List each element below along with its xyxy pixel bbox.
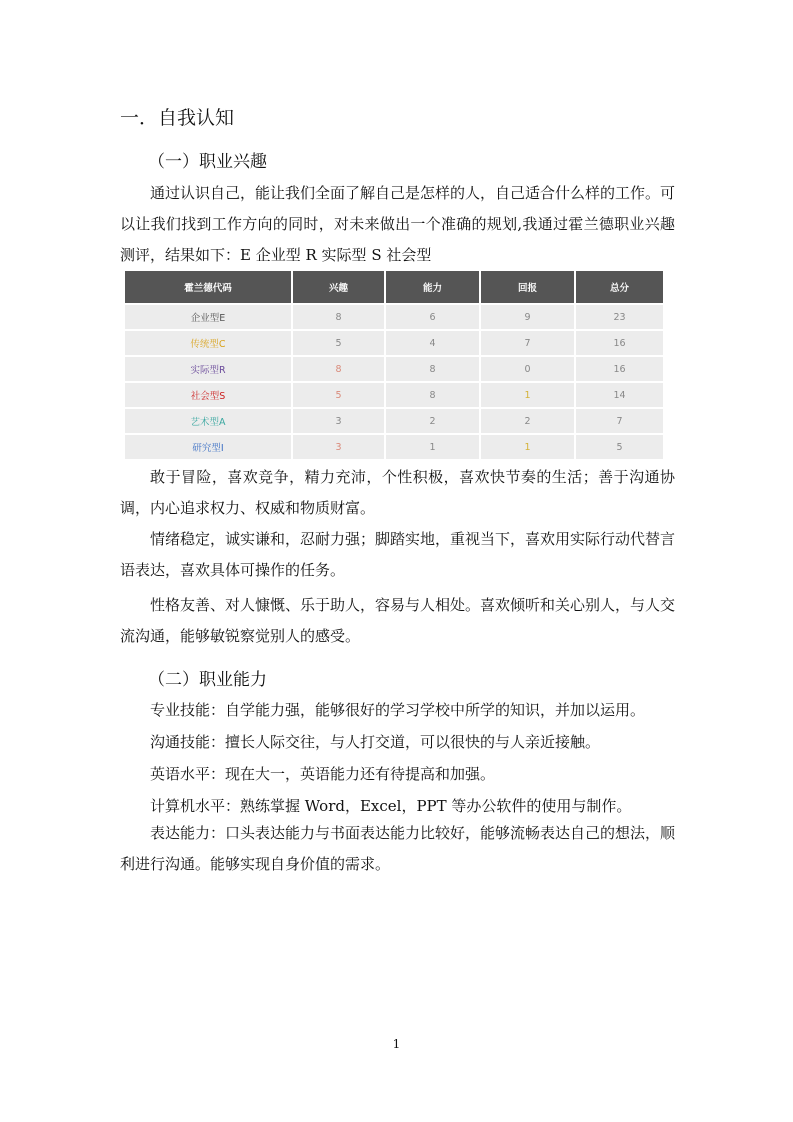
skill-communication: 沟通技能：擅长人际交往，与人打交道，可以很快的与人亲近接触。 <box>150 733 601 751</box>
score-cell: 5 <box>292 330 385 356</box>
score-cell: 8 <box>385 356 480 382</box>
page-number: 1 <box>392 1037 401 1051</box>
score-cell: 14 <box>575 382 663 408</box>
score-cell: 16 <box>575 330 663 356</box>
table-header-cell: 兴趣 <box>292 271 385 304</box>
holland-code-table <box>125 271 663 459</box>
score-cell: 2 <box>385 408 480 434</box>
skill-computer: 计算机水平：熟练掌握 Word，Excel，PPT 等办公软件的使用与制作。 <box>150 797 632 815</box>
table-header-cell: 回报 <box>480 271 575 304</box>
score-cell: 23 <box>575 304 663 330</box>
table-row <box>125 304 663 330</box>
score-cell: 4 <box>385 330 480 356</box>
skill-expression: 表达能力：口头表达能力与书面表达能力比较好，能够流畅表达自己的想法，顺利进行沟通。能够实现自身价值的需求。 <box>120 824 676 873</box>
score-cell: 9 <box>480 304 575 330</box>
holland-type-name: 研究型I <box>125 434 292 459</box>
score-cell: 0 <box>480 356 575 382</box>
holland-type-name: 社会型S <box>125 382 292 408</box>
table-header-cell: 能力 <box>385 271 480 304</box>
table-row <box>125 330 663 356</box>
enterprising-description: 敢于冒险，喜欢竞争，精力充沛，个性积极，喜欢快节奏的生活；善于沟通协调，内心追求权力、权威和物质财富。 <box>120 468 675 517</box>
table-header-cell: 霍兰德代码 <box>125 271 292 304</box>
realistic-description: 情绪稳定，诚实谦和，忍耐力强；脚踏实地，重视当下，喜欢用实际行动代替言语表达，喜欢具体可操作的任务。 <box>120 530 676 579</box>
score-cell: 8 <box>292 304 385 330</box>
score-cell: 3 <box>292 408 385 434</box>
skill-english: 英语水平：现在大一，英语能力还有待提高和加强。 <box>150 765 496 783</box>
main-heading: 一．自我认知 <box>120 107 235 129</box>
holland-type-name: 传统型C <box>125 330 292 356</box>
score-cell: 6 <box>385 304 480 330</box>
social-description: 性格友善、对人慷慨、乐于助人，容易与人相处。喜欢倾听和关心别人，与人交流沟通，能够敏锐察觉别人的感受。 <box>120 596 676 645</box>
section-title-interest: （一）职业兴趣 <box>148 152 267 172</box>
score-cell: 2 <box>480 408 575 434</box>
score-cell: 7 <box>480 330 575 356</box>
holland-type-name: 企业型E <box>125 304 292 330</box>
score-cell: 5 <box>292 382 385 408</box>
score-cell: 7 <box>575 408 663 434</box>
section-title-ability: （二）职业能力 <box>148 670 267 690</box>
table-row <box>125 382 663 408</box>
score-cell: 3 <box>292 434 385 459</box>
table-row <box>125 408 663 434</box>
score-cell: 5 <box>575 434 663 459</box>
table-row <box>125 356 663 382</box>
table-header-cell: 总分 <box>575 271 663 304</box>
holland-type-name: 实际型R <box>125 356 292 382</box>
score-cell: 16 <box>575 356 663 382</box>
score-cell: 1 <box>385 434 480 459</box>
table-header-row <box>125 271 663 304</box>
intro-paragraph: 通过认识自己，能让我们全面了解自己是怎样的人，自己适合什么样的工作。可以让我们找到工作方向的同时，对未来做出一个准确的规划,我通过霍兰德职业兴趣测评，结果如下：E 企业型 R 实际型 S 社会型 <box>120 184 676 264</box>
score-cell: 8 <box>385 382 480 408</box>
score-cell: 1 <box>480 434 575 459</box>
skill-professional: 专业技能：自学能力强，能够很好的学习学校中所学的知识，并加以运用。 <box>150 701 646 719</box>
score-cell: 8 <box>292 356 385 382</box>
score-cell: 1 <box>480 382 575 408</box>
table-row <box>125 434 663 459</box>
holland-type-name: 艺术型A <box>125 408 292 434</box>
